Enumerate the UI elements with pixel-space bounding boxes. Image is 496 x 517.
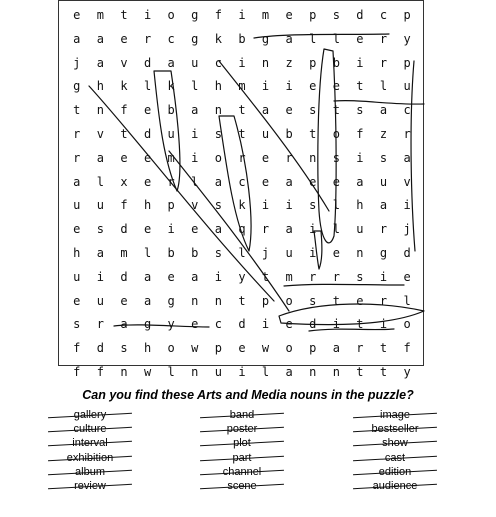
- grid-cell: g: [191, 31, 199, 46]
- grid-cell: g: [191, 8, 199, 22]
- grid-cell: l: [332, 222, 340, 237]
- grid-cell: e: [73, 222, 81, 237]
- grid-cell: g: [167, 293, 175, 308]
- word-review: review: [40, 479, 140, 493]
- grid-cell: f: [96, 364, 104, 379]
- grid-cell: e: [332, 245, 340, 260]
- grid-cell: s: [309, 293, 317, 308]
- grid-cell: f: [73, 364, 81, 379]
- grid-cell: a: [214, 222, 222, 237]
- grid-cell: l: [238, 245, 246, 260]
- grid-cell: f: [73, 341, 81, 356]
- word-image: image: [345, 408, 445, 422]
- word-channel: channel: [192, 465, 292, 479]
- grid-cell: e: [120, 150, 128, 165]
- grid-cell: e: [332, 79, 340, 94]
- grid-cell: w: [191, 341, 199, 356]
- grid-cell: a: [96, 31, 104, 46]
- grid-cell: t: [238, 103, 246, 118]
- grid-cell: u: [379, 174, 388, 189]
- grid-cell: n: [261, 55, 270, 70]
- grid-cell: t: [73, 103, 81, 118]
- grid-cell: b: [191, 245, 199, 260]
- grid-cell: r: [285, 150, 293, 165]
- grid-cell: t: [356, 79, 364, 94]
- grid-cell: t: [120, 8, 128, 22]
- grid-cell: s: [214, 245, 222, 260]
- grid-cell: e: [143, 103, 152, 118]
- word-culture: culture: [40, 422, 140, 436]
- word-band: band: [192, 408, 292, 422]
- grid-cell: s: [379, 150, 388, 165]
- grid-cell: f: [120, 198, 128, 213]
- grid-cell: e: [191, 317, 199, 332]
- grid-cell: e: [356, 293, 364, 308]
- grid-cell: d: [403, 245, 411, 260]
- grid-cell: h: [356, 198, 364, 213]
- grid-cell: t: [379, 341, 388, 356]
- grid-cell: h: [143, 198, 152, 213]
- grid-cell: e: [309, 174, 317, 189]
- grid-cell: a: [191, 103, 199, 118]
- grid-cell: w: [143, 364, 152, 379]
- grid-cell: g: [261, 31, 270, 46]
- grid-cell: i: [309, 222, 317, 237]
- grid-cell: b: [332, 55, 340, 70]
- grid-cell: i: [285, 198, 293, 213]
- grid-cell: t: [356, 364, 364, 379]
- grid-cell: n: [191, 293, 199, 308]
- grid-cell: y: [403, 31, 411, 46]
- grid-cell: a: [379, 103, 388, 118]
- grid-cell: i: [143, 8, 152, 22]
- grid-cell: i: [238, 364, 246, 379]
- grid-cell: a: [73, 174, 81, 189]
- grid-cell: n: [214, 293, 222, 308]
- grid-cell: r: [379, 55, 388, 70]
- grid-cell: e: [143, 174, 152, 189]
- grid-cell: u: [403, 79, 411, 94]
- grid-cell: w: [261, 341, 270, 356]
- grid-cell: r: [261, 222, 270, 237]
- grid-cell: i: [214, 269, 222, 284]
- grid-cell: a: [403, 150, 411, 165]
- grid-cell: p: [214, 341, 222, 356]
- grid-cell: f: [356, 126, 364, 141]
- grid-cell: a: [96, 55, 104, 70]
- grid-cell: g: [379, 245, 388, 260]
- grid-cell: e: [285, 103, 293, 118]
- grid-cell: s: [96, 222, 104, 237]
- grid-cell: s: [356, 103, 364, 118]
- grid-cell: l: [309, 31, 317, 46]
- grid-cell: n: [96, 103, 104, 118]
- grid-cell: i: [261, 317, 270, 332]
- puzzle-question: Can you find these Arts and Media nouns in the puzzle?: [82, 388, 414, 402]
- grid-cell: g: [73, 79, 81, 94]
- grid-cell: u: [261, 126, 270, 141]
- grid-cell: s: [309, 198, 317, 213]
- grid-cell: m: [167, 150, 175, 165]
- grid-cell: t: [238, 126, 246, 141]
- grid-cell: e: [332, 174, 340, 189]
- grid-cell: e: [285, 8, 293, 22]
- grid-cell: l: [261, 364, 270, 379]
- grid-cell: a: [356, 174, 364, 189]
- grid-cell: i: [96, 269, 104, 284]
- grid-cell: n: [356, 245, 364, 260]
- grid-cell: e: [261, 150, 270, 165]
- grid-cell: k: [214, 31, 222, 46]
- grid-cell: t: [332, 103, 340, 118]
- grid-cell: t: [238, 293, 246, 308]
- grid-cell: i: [238, 8, 246, 22]
- grid-cell: u: [96, 293, 104, 308]
- grid-cell: c: [379, 8, 388, 22]
- grid-cell: r: [309, 269, 317, 284]
- word-list-column-3: [345, 408, 445, 493]
- grid-cell: n: [309, 150, 317, 165]
- grid-cell: a: [285, 174, 293, 189]
- grid-cell: p: [309, 341, 317, 356]
- grid-cell: a: [332, 341, 340, 356]
- grid-cell: a: [143, 269, 152, 284]
- grid-cell: j: [73, 55, 81, 70]
- grid-cell: o: [403, 317, 411, 332]
- grid-cell: u: [285, 245, 293, 260]
- grid-cell: u: [73, 198, 81, 213]
- grid-cell: c: [214, 55, 222, 70]
- grid-cell: p: [261, 293, 270, 308]
- grid-cell: a: [167, 55, 175, 70]
- grid-cell: h: [73, 245, 81, 260]
- grid-cell: a: [285, 364, 293, 379]
- word-exhibition: exhibition: [40, 451, 140, 465]
- word-search-grid: [58, 0, 424, 379]
- grid-cell: e: [73, 293, 81, 308]
- grid-cell: s: [214, 126, 222, 141]
- grid-cell: i: [261, 198, 270, 213]
- grid-cell: y: [167, 317, 175, 332]
- grid-cell: i: [285, 79, 293, 94]
- word-show: show: [345, 436, 445, 450]
- grid-cell: c: [403, 103, 411, 118]
- grid-cell: t: [261, 269, 270, 284]
- grid-cell: h: [214, 79, 222, 94]
- grid-cell: e: [120, 293, 128, 308]
- grid-cell: o: [332, 126, 340, 141]
- grid-cell: h: [143, 341, 152, 356]
- grid-cell: o: [167, 341, 175, 356]
- word-plot: plot: [192, 436, 292, 450]
- grid-cell: s: [356, 269, 364, 284]
- grid-cell: k: [238, 198, 246, 213]
- grid-cell: t: [309, 126, 317, 141]
- word-part: part: [192, 451, 292, 465]
- grid-cell: a: [285, 222, 293, 237]
- grid-cell: a: [73, 31, 81, 46]
- grid-cell: s: [73, 317, 81, 332]
- grid-cell: r: [73, 126, 81, 141]
- grid-cell: z: [285, 55, 293, 70]
- word-album: album: [40, 465, 140, 479]
- grid-cell: u: [73, 269, 81, 284]
- grid-cell: u: [214, 364, 222, 379]
- grid-cell: i: [332, 317, 340, 332]
- grid-cell: l: [96, 174, 104, 189]
- grid-cell: n: [309, 364, 317, 379]
- grid-cell: d: [238, 317, 246, 332]
- grid-cell: e: [238, 341, 246, 356]
- grid-cell: i: [191, 126, 199, 141]
- grid-cell: i: [309, 245, 317, 260]
- grid-cell: r: [379, 31, 388, 46]
- grid-cell: e: [403, 269, 411, 284]
- grid-cell: v: [120, 55, 128, 70]
- grid-cell: a: [261, 103, 270, 118]
- grid-cell: r: [403, 126, 411, 141]
- grid-cell: l: [403, 293, 411, 308]
- grid-cell: l: [379, 79, 388, 94]
- grid-cell: f: [403, 341, 411, 356]
- grid-cell: t: [332, 293, 340, 308]
- grid-cell: a: [285, 31, 293, 46]
- grid-cell: s: [332, 150, 340, 165]
- grid-cell: e: [285, 317, 293, 332]
- word-cast: cast: [345, 451, 445, 465]
- grid-cell: y: [238, 269, 246, 284]
- grid-cell: p: [403, 8, 411, 22]
- grid-cell: m: [261, 8, 270, 22]
- grid-cell: p: [403, 55, 411, 70]
- grid-cell: t: [120, 126, 128, 141]
- grid-cell: c: [214, 317, 222, 332]
- grid-cell: a: [379, 198, 388, 213]
- grid-cell: u: [96, 198, 104, 213]
- word-bestseller: bestseller: [345, 422, 445, 436]
- grid-cell: i: [167, 222, 175, 237]
- grid-cell: d: [356, 8, 364, 22]
- grid-cell: x: [120, 174, 128, 189]
- grid-cell: v: [191, 198, 199, 213]
- grid-cell: p: [167, 198, 175, 213]
- grid-cell: b: [167, 245, 175, 260]
- grid-cell: o: [285, 341, 293, 356]
- grid-cell: m: [120, 245, 128, 260]
- grid-cell: s: [332, 8, 340, 22]
- grid-cell: d: [120, 222, 128, 237]
- grid-cell: l: [332, 198, 340, 213]
- grid-cell: n: [191, 364, 199, 379]
- grid-cell: i: [238, 55, 246, 70]
- grid-cell: i: [261, 79, 270, 94]
- grid-cell: p: [309, 8, 317, 22]
- grid-cell: c: [167, 31, 175, 46]
- grid-cell: m: [96, 8, 104, 22]
- grid-cell: l: [191, 79, 199, 94]
- grid-cell: r: [356, 341, 364, 356]
- grid-cell: j: [261, 245, 270, 260]
- grid-cell: a: [143, 293, 152, 308]
- grid-cell: i: [379, 269, 388, 284]
- grid-cell: q: [238, 222, 246, 237]
- word-gallery: gallery: [40, 408, 140, 422]
- grid-cell: r: [238, 150, 246, 165]
- grid-cell: r: [143, 31, 152, 46]
- grid-cell: e: [191, 222, 199, 237]
- grid-cell: e: [120, 31, 128, 46]
- grid-cell: v: [96, 126, 104, 141]
- grid-cell: i: [379, 317, 388, 332]
- word-list-column-2: [192, 408, 292, 493]
- grid-cell: a: [96, 150, 104, 165]
- grid-cell: e: [356, 31, 364, 46]
- grid-cell: h: [96, 79, 104, 94]
- grid-cell: e: [143, 150, 152, 165]
- grid-cell: f: [214, 8, 222, 22]
- grid-cell: k: [167, 79, 175, 94]
- grid-cell: b: [238, 31, 246, 46]
- grid-cell: l: [332, 31, 340, 46]
- grid-cell: o: [167, 8, 175, 22]
- grid-cell: a: [191, 269, 199, 284]
- grid-cell: u: [191, 55, 199, 70]
- grid-cell: k: [120, 79, 128, 94]
- grid-cell: d: [143, 126, 152, 141]
- grid-cell: l: [191, 174, 199, 189]
- grid-cell: s: [214, 198, 222, 213]
- grid-cell: s: [120, 341, 128, 356]
- grid-cell: u: [167, 126, 175, 141]
- grid-cell: d: [143, 55, 152, 70]
- grid-cell: n: [120, 364, 128, 379]
- grid-cell: r: [379, 222, 388, 237]
- grid-cell: e: [261, 174, 270, 189]
- grid-cell: e: [73, 8, 81, 22]
- grid-cell: d: [309, 317, 317, 332]
- grid-cell: l: [143, 245, 152, 260]
- grid-cell: e: [143, 222, 152, 237]
- grid-cell: y: [403, 364, 411, 379]
- grid-cell: o: [285, 293, 293, 308]
- grid-cell: i: [191, 150, 199, 165]
- grid-cell: t: [379, 364, 388, 379]
- grid-cell: s: [309, 103, 317, 118]
- grid-cell: i: [356, 55, 364, 70]
- grid-cell: z: [379, 126, 388, 141]
- grid-cell: g: [143, 317, 152, 332]
- word-audience: audience: [345, 479, 445, 493]
- grid-cell: i: [403, 198, 411, 213]
- grid-cell: r: [73, 150, 81, 165]
- grid-cell: l: [167, 364, 175, 379]
- grid-cell: n: [332, 364, 340, 379]
- grid-cell: e: [309, 79, 317, 94]
- letter-grid: [65, 4, 419, 379]
- grid-cell: e: [167, 269, 175, 284]
- grid-cell: r: [379, 293, 388, 308]
- grid-cell: a: [96, 245, 104, 260]
- grid-cell: v: [403, 174, 411, 189]
- grid-cell: r: [332, 269, 340, 284]
- grid-cell: n: [214, 103, 222, 118]
- grid-cell: m: [285, 269, 293, 284]
- word-list-column-1: [40, 408, 140, 493]
- grid-cell: i: [356, 150, 364, 165]
- grid-cell: j: [403, 222, 411, 237]
- grid-cell: u: [356, 222, 364, 237]
- grid-cell: m: [238, 79, 246, 94]
- word-scene: scene: [192, 479, 292, 493]
- word-poster: poster: [192, 422, 292, 436]
- grid-cell: c: [238, 174, 246, 189]
- grid-cell: p: [309, 55, 317, 70]
- grid-cell: a: [214, 174, 222, 189]
- word-edition: edition: [345, 465, 445, 479]
- grid-cell: d: [120, 269, 128, 284]
- grid-cell: b: [167, 103, 175, 118]
- grid-cell: o: [214, 150, 222, 165]
- grid-cell: a: [120, 317, 128, 332]
- grid-cell: d: [96, 341, 104, 356]
- word-interval: interval: [40, 436, 140, 450]
- grid-cell: l: [143, 79, 152, 94]
- grid-cell: b: [285, 126, 293, 141]
- grid-cell: t: [356, 317, 364, 332]
- grid-cell: r: [167, 174, 175, 189]
- grid-cell: f: [120, 103, 128, 118]
- grid-cell: r: [96, 317, 104, 332]
